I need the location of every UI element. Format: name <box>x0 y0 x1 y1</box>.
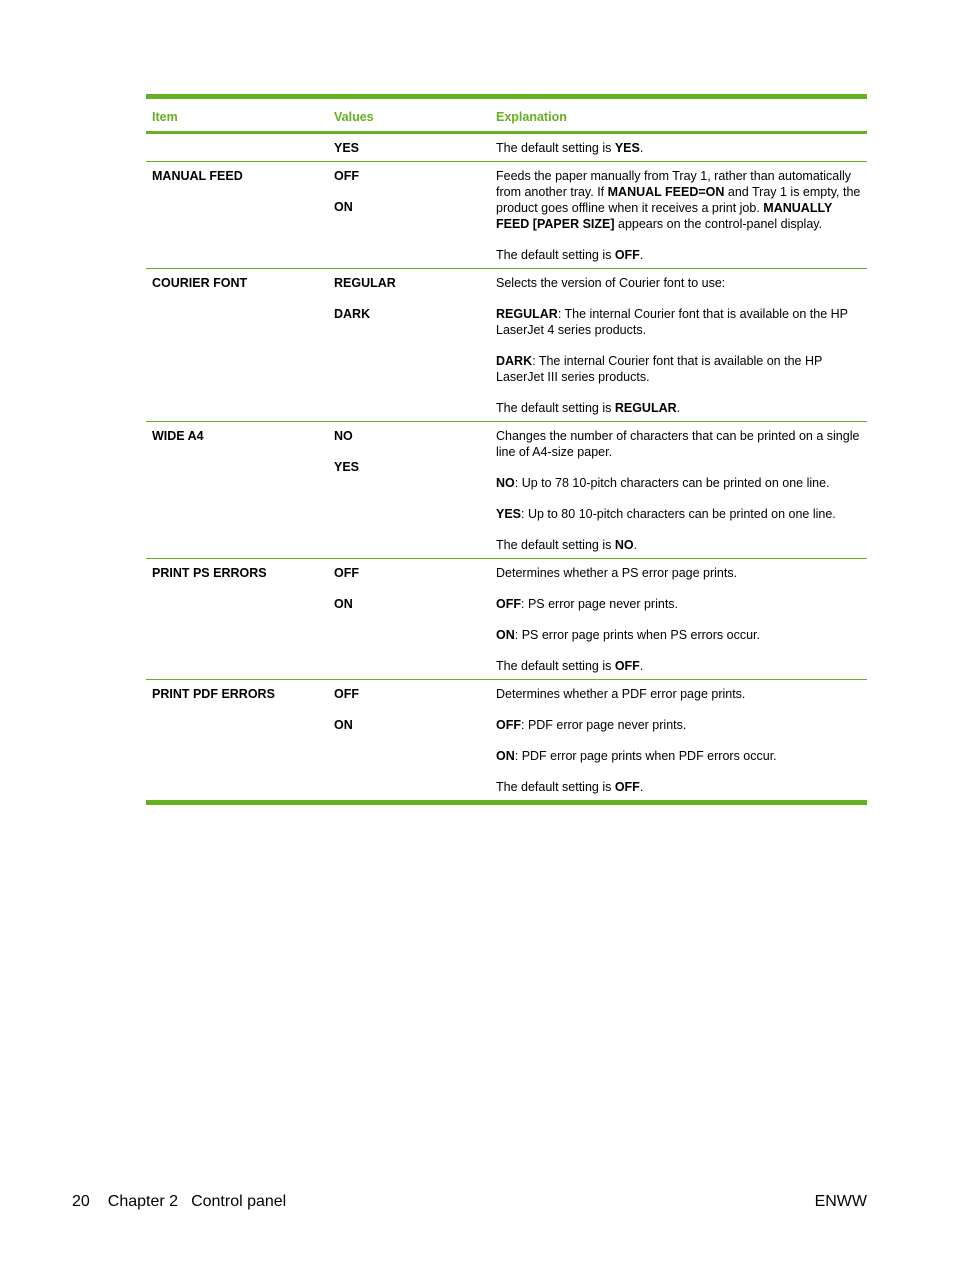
page-number: 20 <box>72 1193 90 1210</box>
value-option: YES <box>334 141 360 155</box>
value-option: OFF <box>334 169 359 183</box>
text-run: : PDF error page prints when PDF errors occur. <box>514 749 777 763</box>
text-run: . <box>639 248 644 262</box>
bold-term: OFF <box>614 659 640 673</box>
value-option: OFF <box>334 687 359 701</box>
text-run: The default setting is <box>496 248 615 262</box>
bold-term: OFF <box>496 597 521 611</box>
text-run: appears on the control-panel display. <box>614 217 823 231</box>
item-cell <box>146 133 328 162</box>
bold-term: REGULAR <box>614 401 677 415</box>
bold-term: NO <box>496 476 515 490</box>
text-run: : Up to 80 10-pitch characters can be printed on one line. <box>521 507 836 521</box>
bold-term: REGULAR <box>496 307 558 321</box>
bold-term: YES <box>496 507 522 521</box>
section-label: Control panel <box>191 1193 287 1210</box>
table-header-row <box>146 97 867 133</box>
text-run: Determines whether a PDF error page prints. <box>496 687 746 701</box>
value-option: YES <box>334 460 360 474</box>
item-cell: MANUAL FEED <box>152 169 243 183</box>
header-item: Item <box>152 110 178 124</box>
text-run: The default setting is <box>496 780 615 794</box>
explanation-paragraph <box>496 306 861 338</box>
explanation-paragraph <box>496 627 861 643</box>
explanation-paragraph <box>496 140 861 156</box>
bold-term: YES <box>614 141 640 155</box>
table-row <box>146 680 867 803</box>
footer-right: ENWW <box>814 1193 867 1210</box>
explanation-paragraph <box>496 475 861 491</box>
header-explanation: Explanation <box>496 110 567 124</box>
settings-table <box>146 94 867 805</box>
bold-term: OFF <box>496 718 521 732</box>
explanation-cell <box>490 422 867 559</box>
explanation-paragraph <box>496 596 861 612</box>
explanation-paragraph <box>496 247 861 263</box>
values-cell <box>328 133 490 162</box>
bold-term: NO <box>614 538 634 552</box>
explanation-paragraph <box>496 658 861 674</box>
bold-term: DARK <box>496 354 533 368</box>
text-run: The default setting is <box>496 401 615 415</box>
explanation-paragraph <box>496 506 861 522</box>
item-cell: WIDE A4 <box>152 429 204 443</box>
text-run: . <box>639 659 644 673</box>
text-run: . <box>676 401 681 415</box>
table-row <box>146 269 867 422</box>
text-run: : Up to 78 10-pitch characters can be printed on one line. <box>514 476 830 490</box>
text-run: : PDF error page never prints. <box>521 718 687 732</box>
values-cell <box>328 269 490 422</box>
text-run: Selects the version of Courier font to use: <box>496 276 726 290</box>
explanation-paragraph <box>496 537 861 553</box>
bold-term: ON <box>496 749 515 763</box>
table-row <box>146 133 867 162</box>
text-run: : The internal Courier font that is available on the HP LaserJet 4 series products. <box>496 307 848 337</box>
explanation-paragraph <box>496 748 861 764</box>
bold-term: MANUAL FEED=ON <box>607 185 725 199</box>
text-run: . <box>633 538 638 552</box>
footer-left <box>72 1192 286 1212</box>
chapter-label: Chapter 2 <box>107 1193 179 1210</box>
value-option: ON <box>334 200 353 214</box>
text-run: : PS error page prints when PS errors occur. <box>514 628 760 642</box>
text-run: The default setting is <box>496 141 615 155</box>
explanation-cell <box>490 162 867 269</box>
text-run: Determines whether a PS error page prints. <box>496 566 738 580</box>
bold-term: OFF <box>614 248 640 262</box>
explanation-cell <box>490 133 867 162</box>
bold-term: ON <box>496 628 515 642</box>
bold-term: MANUALLY FEED [PAPER SIZE] <box>496 201 833 231</box>
value-option: ON <box>334 718 353 732</box>
item-cell: PRINT PDF ERRORS <box>152 687 275 701</box>
explanation-paragraph <box>496 779 861 795</box>
item-cell: COURIER FONT <box>152 276 248 290</box>
values-cell <box>328 559 490 680</box>
text-run: Changes the number of characters that can be printed on a single line of A4-size paper. <box>496 429 860 459</box>
explanation-paragraph <box>496 353 861 385</box>
table-row <box>146 422 867 559</box>
explanation-cell <box>490 680 867 803</box>
text-run: . <box>639 780 644 794</box>
text-run: Feeds the paper manually from Tray 1, rather than automatically from another tray. If <box>496 169 852 199</box>
values-cell <box>328 680 490 803</box>
text-run: : The internal Courier font that is available on the HP LaserJet III series products. <box>496 354 823 384</box>
value-option: NO <box>334 429 353 443</box>
text-run: : PS error page never prints. <box>521 597 679 611</box>
text-run: . <box>639 141 644 155</box>
explanation-paragraph <box>496 275 861 291</box>
bold-term: OFF <box>614 780 640 794</box>
text-run: The default setting is <box>496 659 615 673</box>
table-body <box>146 133 867 803</box>
header-values: Values <box>334 110 374 124</box>
item-cell: PRINT PS ERRORS <box>152 566 267 580</box>
explanation-paragraph <box>496 428 861 460</box>
explanation-cell <box>490 269 867 422</box>
value-option: ON <box>334 597 353 611</box>
values-cell <box>328 162 490 269</box>
table-row <box>146 559 867 680</box>
explanation-paragraph <box>496 168 861 232</box>
explanation-paragraph <box>496 686 861 702</box>
explanation-paragraph <box>496 565 861 581</box>
value-option: REGULAR <box>334 276 396 290</box>
explanation-paragraph <box>496 400 861 416</box>
text-run: The default setting is <box>496 538 615 552</box>
value-option: OFF <box>334 566 359 580</box>
values-cell <box>328 422 490 559</box>
text-run: and Tray 1 is empty, the product goes offline when it receives a print job. <box>496 185 861 215</box>
table-row <box>146 162 867 269</box>
value-option: DARK <box>334 307 371 321</box>
explanation-cell <box>490 559 867 680</box>
explanation-paragraph <box>496 717 861 733</box>
